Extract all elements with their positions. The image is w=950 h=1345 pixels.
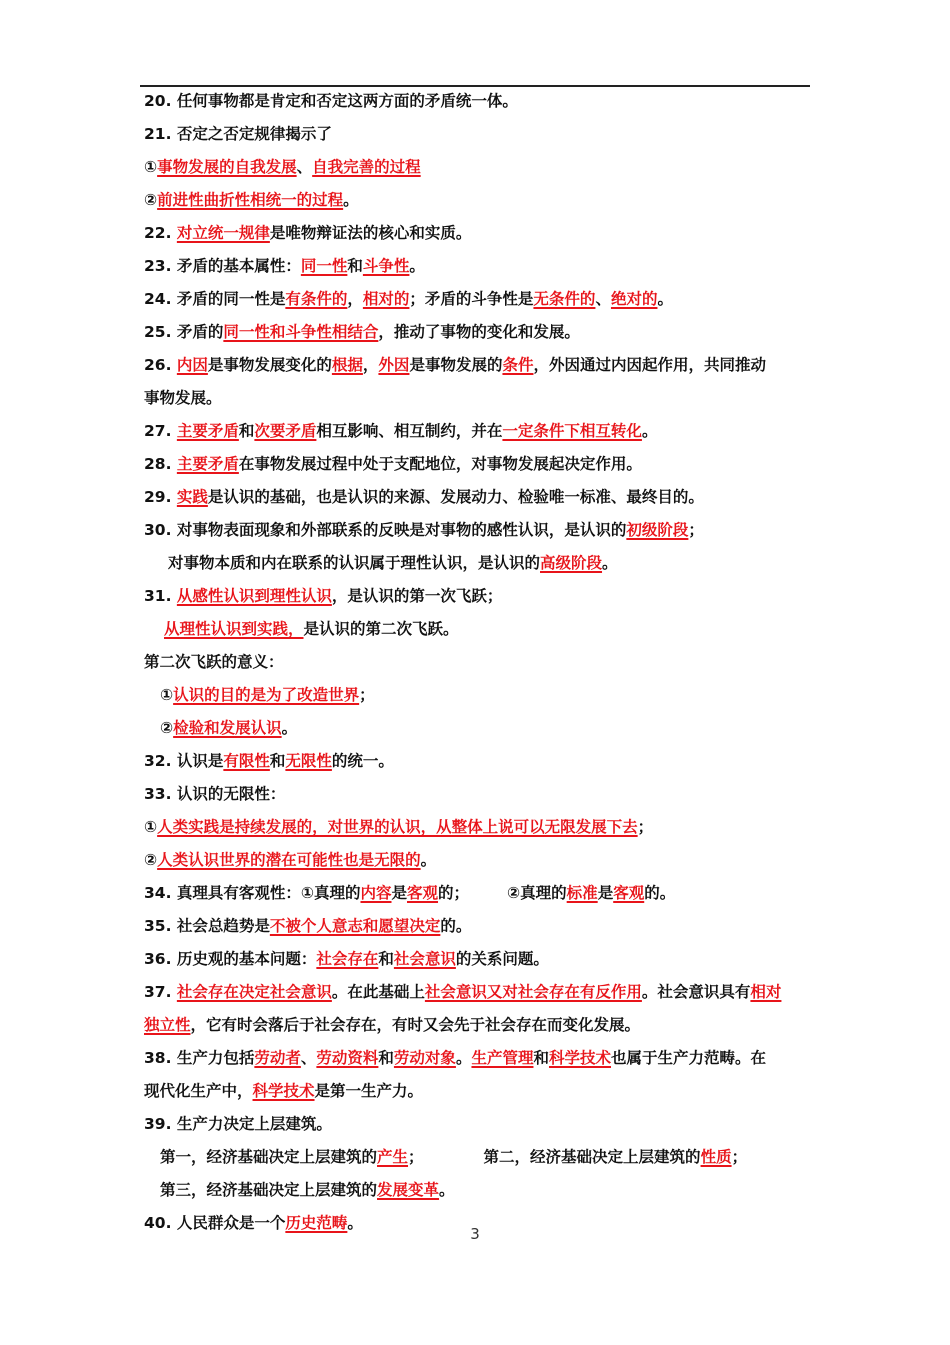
key-term: 从感性认识到理性认识	[176, 587, 332, 605]
key-term: 根据	[331, 356, 363, 374]
key-term: 社会意识又对社会存在有反作用	[424, 983, 642, 1001]
key-term: 科学技术	[252, 1082, 315, 1100]
text-line	[144, 448, 812, 481]
text-segment: 32. 认识是	[144, 752, 224, 770]
text-segment: ，	[362, 356, 379, 374]
text-line	[144, 283, 812, 316]
text-segment: 的统一。	[331, 752, 394, 770]
text-segment: ①	[144, 818, 158, 836]
text-line	[144, 745, 812, 778]
key-term: 事物发展的自我发展	[157, 158, 297, 176]
text-segment: 是事物发展变化的	[207, 356, 332, 374]
key-term: 外因	[378, 356, 410, 374]
key-term: 同一性	[300, 257, 348, 275]
text-segment: 是认识的第二次飞跃。	[303, 620, 459, 638]
key-term: 社会存在	[316, 950, 379, 968]
text-segment: 的。	[644, 884, 676, 902]
text-line	[144, 1042, 812, 1075]
text-segment: 37.	[144, 983, 177, 1001]
text-segment: 是认识的基础，也是认识的来源、发展动力、检验唯一标准、最终目的。	[207, 488, 704, 506]
text-segment: 25. 矛盾的	[144, 323, 224, 341]
text-line	[144, 1108, 812, 1141]
key-term: 人类认识世界的潜在可能性也是无限的	[157, 851, 421, 869]
key-term: 高级阶段	[540, 554, 603, 572]
text-segment: 。	[602, 554, 618, 572]
text-line	[144, 910, 812, 943]
key-term: 条件	[502, 356, 534, 374]
text-line	[144, 514, 812, 547]
text-line	[144, 811, 812, 844]
text-segment: ；	[408, 1148, 424, 1166]
text-line	[144, 1009, 812, 1042]
text-line	[144, 85, 812, 118]
text-segment: 28.	[144, 455, 177, 473]
text-segment: 第一，经济基础决定上层建筑的	[160, 1148, 378, 1166]
key-term: 主要矛盾	[176, 422, 239, 440]
text-line	[144, 316, 812, 349]
text-segment: 35. 社会总趋势是	[144, 917, 270, 935]
key-term: 认识的目的是为了改造世界	[173, 686, 360, 704]
text-segment: 是	[391, 884, 408, 902]
text-line	[144, 547, 812, 580]
text-line	[144, 844, 812, 877]
text-segment: 。在此基础上	[331, 983, 425, 1001]
text-line	[144, 712, 812, 745]
text-line	[144, 1075, 812, 1108]
key-term: 相对的	[362, 290, 410, 308]
text-line	[144, 877, 812, 910]
text-segment: ②	[160, 719, 174, 737]
text-line	[144, 184, 812, 217]
text-segment: 。	[420, 851, 437, 869]
text-segment: 26.	[144, 356, 177, 374]
text-segment: 27.	[144, 422, 177, 440]
key-term: 产生	[377, 1148, 409, 1166]
text-line	[144, 613, 812, 646]
key-term: 性质	[700, 1148, 732, 1166]
text-segment: 21. 否定之否定规律揭示了	[144, 125, 332, 143]
text-segment: 是第一生产力。	[314, 1082, 424, 1100]
key-term: 内容	[360, 884, 392, 902]
key-term: 独立性	[144, 1016, 191, 1034]
text-segment: ，推动了事物的变化和发展。	[378, 323, 580, 341]
text-segment: 36. 历史观的基本问题：	[144, 950, 317, 968]
key-term: 无限性	[285, 752, 332, 770]
text-segment: ②	[144, 851, 158, 869]
text-segment: 是	[597, 884, 614, 902]
text-segment: 30. 对事物表面现象和外部联系的反映是对事物的感性认识，是认识的	[144, 521, 627, 539]
text-segment: ①	[144, 158, 158, 176]
page-number: 3	[470, 1225, 480, 1243]
text-segment: ，是认识的第一次飞跃；	[331, 587, 503, 605]
key-term: 有条件的	[285, 290, 348, 308]
key-term: 不被个人意志和愿望决定	[269, 917, 441, 935]
text-segment: 、	[300, 1049, 317, 1067]
key-term: 劳动资料	[316, 1049, 379, 1067]
key-term: 人类实践是持续发展的，对世界的认识，从整体上说可以无限发展下去	[157, 818, 638, 836]
key-term: 次要矛盾	[254, 422, 317, 440]
text-segment: 的；	[438, 884, 470, 902]
text-segment: ，	[347, 290, 363, 308]
text-segment: ，外因通过内因起作用，共同推动	[533, 356, 766, 374]
text-segment: 和	[378, 950, 394, 968]
text-line	[144, 679, 812, 712]
text-segment: 20. 任何事物都是肯定和否定这两方面的矛盾统一体。	[144, 92, 518, 110]
text-segment: 。	[281, 719, 298, 737]
text-segment: 23. 矛盾的基本属性：	[144, 257, 301, 275]
text-segment: 39. 生产力决定上层建筑。	[144, 1115, 332, 1133]
key-term: 初级阶段	[626, 521, 689, 539]
key-term: 绝对的	[610, 290, 658, 308]
text-segment: 、	[296, 158, 313, 176]
text-segment: 33. 认识的无限性：	[144, 785, 286, 803]
key-term: 标准	[566, 884, 598, 902]
text-line	[144, 943, 812, 976]
document-body	[144, 85, 812, 1240]
text-segment: 和	[533, 1049, 549, 1067]
text-segment: ；	[359, 686, 375, 704]
text-segment: 。社会意识具有	[641, 983, 751, 1001]
key-term: 相对	[750, 983, 782, 1001]
text-line	[144, 250, 812, 283]
key-term: 斗争性	[362, 257, 410, 275]
key-term: 劳动对象	[393, 1049, 456, 1067]
text-segment: 是事物发展的	[409, 356, 503, 374]
text-line	[144, 1174, 812, 1207]
text-line	[144, 976, 812, 1009]
text-segment: 现代化生产中，	[144, 1082, 253, 1100]
text-line	[144, 1141, 812, 1174]
text-line	[144, 151, 812, 184]
text-segment: 的关系问题。	[455, 950, 549, 968]
key-term: 发展变革	[377, 1181, 440, 1199]
text-segment: 对事物本质和内在联系的认识属于理性认识，是认识的	[168, 554, 541, 572]
text-segment: ②真理的	[507, 884, 567, 902]
text-segment: 第二次飞跃的意义：	[144, 653, 284, 671]
key-term: 社会意识	[393, 950, 456, 968]
text-segment: 31.	[144, 587, 177, 605]
key-term: 生产管理	[471, 1049, 534, 1067]
text-segment: ；	[731, 1148, 748, 1166]
text-segment: 也属于生产力范畴。在	[611, 1049, 767, 1067]
text-segment: 。	[409, 257, 425, 275]
text-segment: ；	[637, 818, 654, 836]
key-term: 对立统一规律	[176, 224, 270, 242]
text-segment: 24. 矛盾的同一性是	[144, 290, 286, 308]
text-line	[144, 646, 812, 679]
text-line	[144, 778, 812, 811]
text-segment: 是唯物辩证法的核心和实质。	[269, 224, 472, 242]
text-segment: 和	[347, 257, 363, 275]
text-segment: ①	[160, 686, 174, 704]
key-term: 自我完善的过程	[312, 158, 421, 176]
key-term: 内因	[176, 356, 208, 374]
text-segment: 。	[439, 1181, 455, 1199]
key-term: 检验和发展认识	[173, 719, 282, 737]
text-line	[144, 481, 812, 514]
key-term: 主要矛盾	[176, 455, 239, 473]
key-term: 有限性	[223, 752, 270, 770]
text-segment: ；矛盾的斗争性是	[409, 290, 534, 308]
text-segment: 。	[641, 422, 658, 440]
text-segment: 的。	[440, 917, 472, 935]
text-line	[144, 217, 812, 250]
text-segment: 。	[343, 191, 359, 209]
text-segment: 事物发展。	[144, 389, 222, 407]
key-term: 无条件的	[533, 290, 596, 308]
text-segment: 第三，经济基础决定上层建筑的	[160, 1181, 378, 1199]
text-segment: 40. 人民群众是一个	[144, 1214, 286, 1232]
text-segment: 、	[595, 290, 611, 308]
text-segment: 29.	[144, 488, 177, 506]
key-term: 一定条件下相互转化	[502, 422, 642, 440]
text-line	[144, 118, 812, 151]
text-segment: 22.	[144, 224, 177, 242]
key-term: 客观	[407, 884, 439, 902]
text-line	[144, 382, 812, 415]
text-segment: 38. 生产力包括	[144, 1049, 255, 1067]
text-segment: 第二，经济基础决定上层建筑的	[483, 1148, 701, 1166]
key-term: 从理性认识到实践，	[164, 620, 304, 638]
text-segment: 在事物发展过程中处于支配地位，对事物发展起决定作用。	[238, 455, 642, 473]
text-segment: 相互影响、相互制约，并在	[316, 422, 503, 440]
text-segment: 。	[347, 1214, 363, 1232]
text-segment: 和	[378, 1049, 394, 1067]
key-term: 社会存在决定社会意识	[176, 983, 332, 1001]
text-segment: 和	[238, 422, 255, 440]
key-term: 实践	[176, 488, 208, 506]
text-segment: ②	[144, 191, 158, 209]
text-segment: ，它有时会落后于社会存在，有时又会先于社会存在而变化发展。	[190, 1016, 641, 1034]
text-line	[144, 580, 812, 613]
key-term: 劳动者	[254, 1049, 301, 1067]
key-term: 历史范畴	[285, 1214, 348, 1232]
text-line	[144, 349, 812, 382]
key-term: 客观	[613, 884, 645, 902]
text-segment: ；	[688, 521, 704, 539]
key-term: 同一性和斗争性相结合	[223, 323, 379, 341]
text-segment: 。	[455, 1049, 472, 1067]
text-segment: 和	[269, 752, 286, 770]
text-segment: 34. 真理具有客观性：①真理的	[144, 884, 361, 902]
key-term: 前进性曲折性相统一的过程	[157, 191, 344, 209]
key-term: 科学技术	[548, 1049, 611, 1067]
text-segment: 。	[657, 290, 673, 308]
text-line	[144, 415, 812, 448]
